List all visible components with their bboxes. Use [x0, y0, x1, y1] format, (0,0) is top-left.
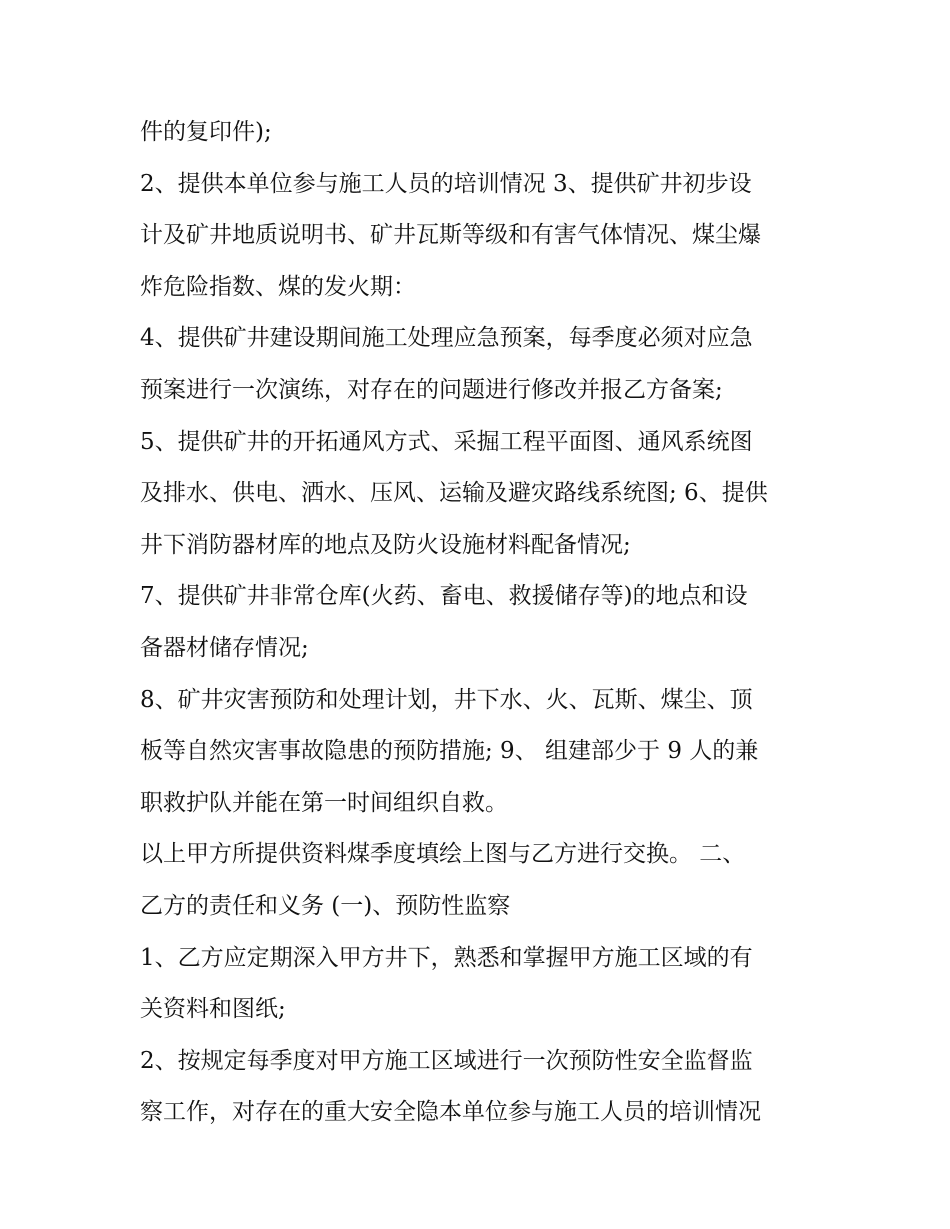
text-line: 关资料和图纸; — [140, 996, 286, 1023]
text-line: 预案进行一次演练，对存在的问题进行修改并报乙方备案; — [140, 376, 723, 403]
text-line: 件的复印件); — [140, 119, 272, 145]
text-line: 以上甲方所提供资料煤季度填绘上图与乙方进行交换。 二、 — [140, 841, 746, 868]
text-line: 及排水、供电、洒水、压风、运输及避灾路线系统图; 6、提供 — [140, 480, 768, 507]
text-line: 备器材储存情况; — [140, 634, 309, 661]
text-line: 2、按规定每季度对甲方施工区域进行一次预防性安全监督监 — [140, 1047, 753, 1074]
text-line: 7、提供矿井非常仓库(火药、畜电、救援储存等)的地点和设 — [140, 583, 748, 610]
text-line: 职救护队并能在第一时间组织自救。 — [140, 789, 508, 816]
text-line: 乙方的责任和义务 (一)、预防性监察 — [140, 892, 511, 919]
text-line: 8、矿井灾害预防和处理计划，井下水、火、瓦斯、煤尘、顶 — [140, 686, 753, 713]
text-line: 察工作，对存在的重大安全隐本单位参与施工人员的培训情况 — [140, 1099, 761, 1126]
text-line: 井下消防器材库的地点及防火设施材料配备情况; — [140, 531, 631, 558]
text-line: 5、提供矿井的开拓通风方式、采掘工程平面图、通风系统图 — [140, 428, 753, 455]
text-line: 2、提供本单位参与施工人员的培训情况 3、提供矿井初步设 — [140, 170, 752, 197]
document-body — [140, 107, 820, 1139]
text-line: 1、乙方应定期深入甲方井下，熟悉和掌握甲方施工区域的有 — [140, 944, 753, 971]
text-line: 炸危险指数、煤的发火期： — [140, 273, 416, 300]
text-line: 板等自然灾害事故隐患的预防措施; 9、 组建部少于 9 人的兼 — [140, 738, 759, 765]
text-line: 4、提供矿井建设期间施工处理应急预案，每季度必须对应急 — [140, 325, 753, 352]
text-line: 计及矿井地质说明书、矿井瓦斯等级和有害气体情况、煤尘爆 — [140, 222, 761, 249]
